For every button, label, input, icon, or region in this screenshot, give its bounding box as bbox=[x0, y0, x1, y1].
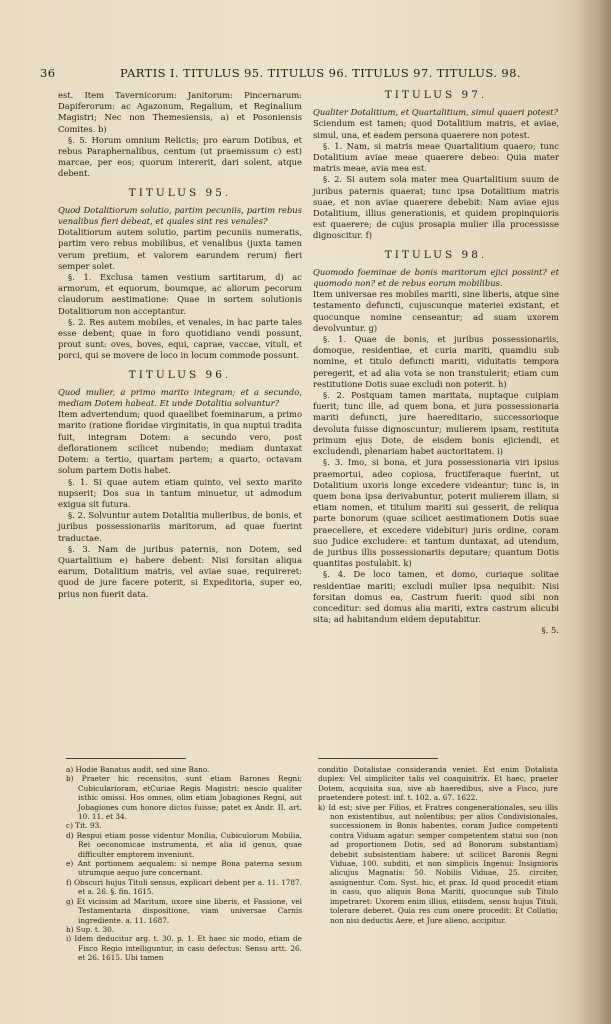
paragraph: Dotalitiorum autem solutio, partim pecuniis numeratis, partim vero rebus mobilibus, et venalibus (juxta tamen verum pretium, et valorem earundem rerum) fieri semper solet. bbox=[58, 227, 302, 271]
paragraph: §. 2. Res autem mobiles, et venales, in hac parte tales esse debent; quae in foro quotidiano vendi possunt, prout sunt: oves, boves, equi, caprae, vaccae, vituli, et porci, qui se movere de loco in locum commode possunt. bbox=[58, 316, 302, 361]
paragraph: Item advertendum; quod quaelibet foeminarum, a primo marito (ratione floridae virginitatis, in qua nuptui tradita fuit, integram Dotem: a secundo vero, post deflorationem scilicet nubendo; mediam duntaxat Dotem: a tertio, quartam partem; a quarto, octavam solum partem Dotis habet. bbox=[58, 409, 302, 476]
paragraph: §. 3. Imo, si bona, et jura possessionaria viri ipsius praemortui, adeo copiosa, fructiferaque fuerint, ut Dotalitium uxoris longe excedere videantur; tunc is, in quem bona ipsa derivabuntur, poterit mulierem illam, si etiam nomen, et titulum mariti sui gesserit, de reliqua parte bonorum (quae scilicet aestimationem Dotis suae praecellere, et excedere videbitur) juris ordine, coram suo Judice excludere: et tantum duntaxat, ad utendum, de juribus illis possessionariis deputare; quantum Dotis quantitas postulabit. k) bbox=[313, 457, 559, 569]
footnotes-right bbox=[318, 758, 558, 925]
paragraph: §. 2. Si autem sola mater mea Quartalitium suum de juribus paternis quaerat; tunc ipsa Dotalitium matris suae, et non aviae quaerere debebit: Nam aviae ejus Dotalitium, illius generationis, et quidem propinquioris est quaerere; de cujus prosapia mulier illa processisse dignoscitur. f) bbox=[313, 174, 559, 241]
paragraph: §. 2. Solvuntur autem Dotalitia mulieribus, de bonis, et juribus possessionariis maritorum, ad quae fuerint traductae. bbox=[58, 510, 302, 543]
paragraph: §. 1. Exclusa tamen vestium sartitarum, d) ac armorum, et equorum, boumque, ac aliorum pecorum claudorum aestimatione: Quae in sortem solutionis Dotalitiorum non acceptantur. bbox=[58, 272, 302, 316]
running-header bbox=[40, 66, 580, 82]
paragraph: §. 1. Si quae autem etiam quinto, vel sexto marito nupserit; Dos sua in tantum minuetur, ut admodum exigua sit futura. bbox=[58, 476, 302, 509]
title-heading: TITULUS 95. bbox=[128, 186, 232, 199]
footnote: d) Respui etiam posse videntur Monilia, Cubiculorum Mobilia, Rei oeconomicae instrumenta, et alia id genus, quae difficulter emptorem inveniunt. bbox=[66, 830, 302, 859]
paragraph: §. 1. Quae de bonis, et juribus possessionariis, domoque, residentiae, et curia mariti, quamdiu sub nomine, et titulo defuncti mariti, viduitatis tempora peregerit, et ad alia vota se non transtulerit; etiam cum restitutione Dotis suae excludi non poterit. h) bbox=[313, 334, 559, 389]
footnote: b) Praeter hic recensitos, sunt etiam Barones Regni; Cubicularioram, etCuriae Regis Magistri: nescio qualiter isthic omissi. Hos omnes, olim etiam Jobagiones Regni, aut Jobagiones cum honore dictos fuisse; patet ex Andr. II. art. 10. 11. et 34. bbox=[66, 774, 302, 822]
footnote: a) Hodie Banatus audit, sed sine Bano. bbox=[66, 765, 210, 774]
paragraph: §. 2. Postquam tamen maritata, nuptaque cuipiam fuerit; tunc ille, ad quem bona, et jura possessionaria mariti defuncti, jure haereditario, successorioque devoluta fuisse dignoscuntur; mulierem ipsam, restituta primum ejus Dote, de eisdem bonis ejiciendi, et excludendi, plenariam habet auctoritatem. i) bbox=[313, 390, 559, 457]
paragraph: Sciendum est tamen; quod Dotalitium matris, et aviae, simul, una, et eadem persona quaerere non potest. bbox=[313, 118, 559, 140]
paragraph: Item universae res mobiles mariti, sine liberis, atque sine testamento defuncti, cujuscunque materiei existant, et quocunque nomine censeantur; ad suam uxorem devolvuntur. g) bbox=[313, 289, 559, 333]
title-summary: Qualiter Dotalitium, et Quartalitium, simul quaeri potest? bbox=[313, 107, 559, 118]
catchword: §. 5. bbox=[541, 625, 559, 636]
footnote: h) Sup. t. 30. bbox=[66, 924, 115, 934]
paragraph: est. Item Tavernicorum: Janitorum: Pincernarum: Dapiferorum: ac Agazonum, Regalium, et Reginalium Magistri; Nec non Themesiensis, a) et Posoniensis Comites. b) bbox=[58, 90, 302, 134]
page-number: 36 bbox=[40, 66, 56, 80]
paragraph: §. 5. Horum omnium Relictis; pro earum Dotibus, et rebus Paraphernalibus, centum (ut praemissum c) est) marcae, per eos; quorum intererit, dari solent, atque debent. bbox=[58, 134, 302, 179]
footnote: f) Obscuri hujus Tituli sensus, explicari debent per a. 11. 1787. et a. 26. §. fin. 1615. bbox=[66, 877, 302, 897]
footnote-rule bbox=[66, 758, 186, 759]
footnote: i) Idem deducitur arg. t. 30. p. 1. Et haec sic modo, etiam de Fisco Regio intelliguntur, in casu defectus: Sensu artt. 26. et 26. 1615. Ubi tamen bbox=[66, 934, 302, 963]
footnote: c) Tit. 93. bbox=[66, 821, 102, 831]
running-title: PARTIS I. TITULUS 95. TITULUS 96. TITULUS 97. TITULUS. 98. bbox=[120, 66, 521, 80]
title-summary: Quomodo foeminae de bonis maritorum ejici possint? et quomodo non? et de rebus eorum mobilibus. bbox=[313, 266, 559, 289]
paragraph: §. 3. Nam de juribus paternis, non Dotem, sed Quartalitium e) habere debent: Nisi forsitan aliqua earum, Dotalitium matris, vel aviae suae, requireret: quod de jure facere poterit, si Expeditoria, super eo, prius non fuerit data. bbox=[58, 543, 302, 599]
page-edge-shadow bbox=[577, 0, 611, 1024]
title-heading: TITULUS 98. bbox=[384, 248, 488, 261]
title-heading: TITULUS 96. bbox=[128, 368, 232, 381]
footnote: e) Ant portionem aequalem: si nempe Bona paterna sexum utrumque aequo jure concernant. bbox=[66, 859, 302, 878]
footnotes-left bbox=[66, 758, 302, 963]
paragraph: §. 1. Nam, si matris meae Quartalitium quaero; tunc Dotalitium aviae meae quaerere debeo: Quia mater matris meae, avia mea est. bbox=[313, 140, 559, 174]
title-summary: Quod mulier, a primo marito integram; et a secundo, mediam Dotem habeat. Et unde Dotalitia solvantur? bbox=[58, 386, 302, 409]
paragraph: §. 4. De loco tamen, et domo, curiaque solitae residentiae mariti; excludi mulier ipsa nequibit: Nisi forsitan domus ea, Castrum fuerit: quod sibi non conceditur: sed domus alia mariti, extra castrum alicubi sita; ad habitandum eidem deputabitur. bbox=[313, 569, 559, 625]
left-column bbox=[58, 90, 302, 600]
title-summary: Quod Dotalitiorum solutio, partim pecuniis, partim rebus venalibus fieri debeat, et quales sint res venales? bbox=[58, 204, 302, 227]
footnote: k) Id est; sive per Filios, et Fratres congenerationales, seu illis non existentibus, aut nolentibus; per alios Condivisionales, successionem in Bonis habentes, coram Judice competenti contra Viduam agatur: semper competentem statui suo (non ad proportionem Dotis, sed ad Bonorum substantiam) debebit subsistentiam habere: ut scilicet Baronis Regni Viduae, 100. subditi, et non simplicis Ingenui: Insignioris alicujus Magnatis: 50. Nobilis Viduae, 25. circiter, assignentur. Com. Syst. hic, et prax. Id quod procedit etiam in casu, quo aliquis Bona Mariti, quocunque sub Titulo impetraret: Uxorem enim illius, etiisdem, sensu hujus Tituli, tolerare deberet. Quia res cum onere procedit: Et Collatio; non nisi deductis Aere, et Jure alieno, accipitur. bbox=[318, 802, 558, 925]
footnote-rule bbox=[318, 758, 438, 759]
right-column bbox=[313, 90, 559, 637]
footnote: conditio Dotalistae consideranda veniet. Est enim Dotalista duplex: Vel simpliciter talis vel coaquisitrix. Et haec, praeter Dotem, acquisita sua, sive ab haeredibus, sive a Fisco, jure praetendere potest. inf. t. 102. a. 67. 1622. bbox=[318, 765, 558, 803]
title-heading: TITULUS 97. bbox=[384, 89, 488, 101]
footnote: g) Et vicissim ad Maritum, uxore sine liberis, et Fassione, vel Testamentaria dispositione, viam universae Carnis ingrediente. a. 11. 1687. bbox=[66, 896, 302, 925]
